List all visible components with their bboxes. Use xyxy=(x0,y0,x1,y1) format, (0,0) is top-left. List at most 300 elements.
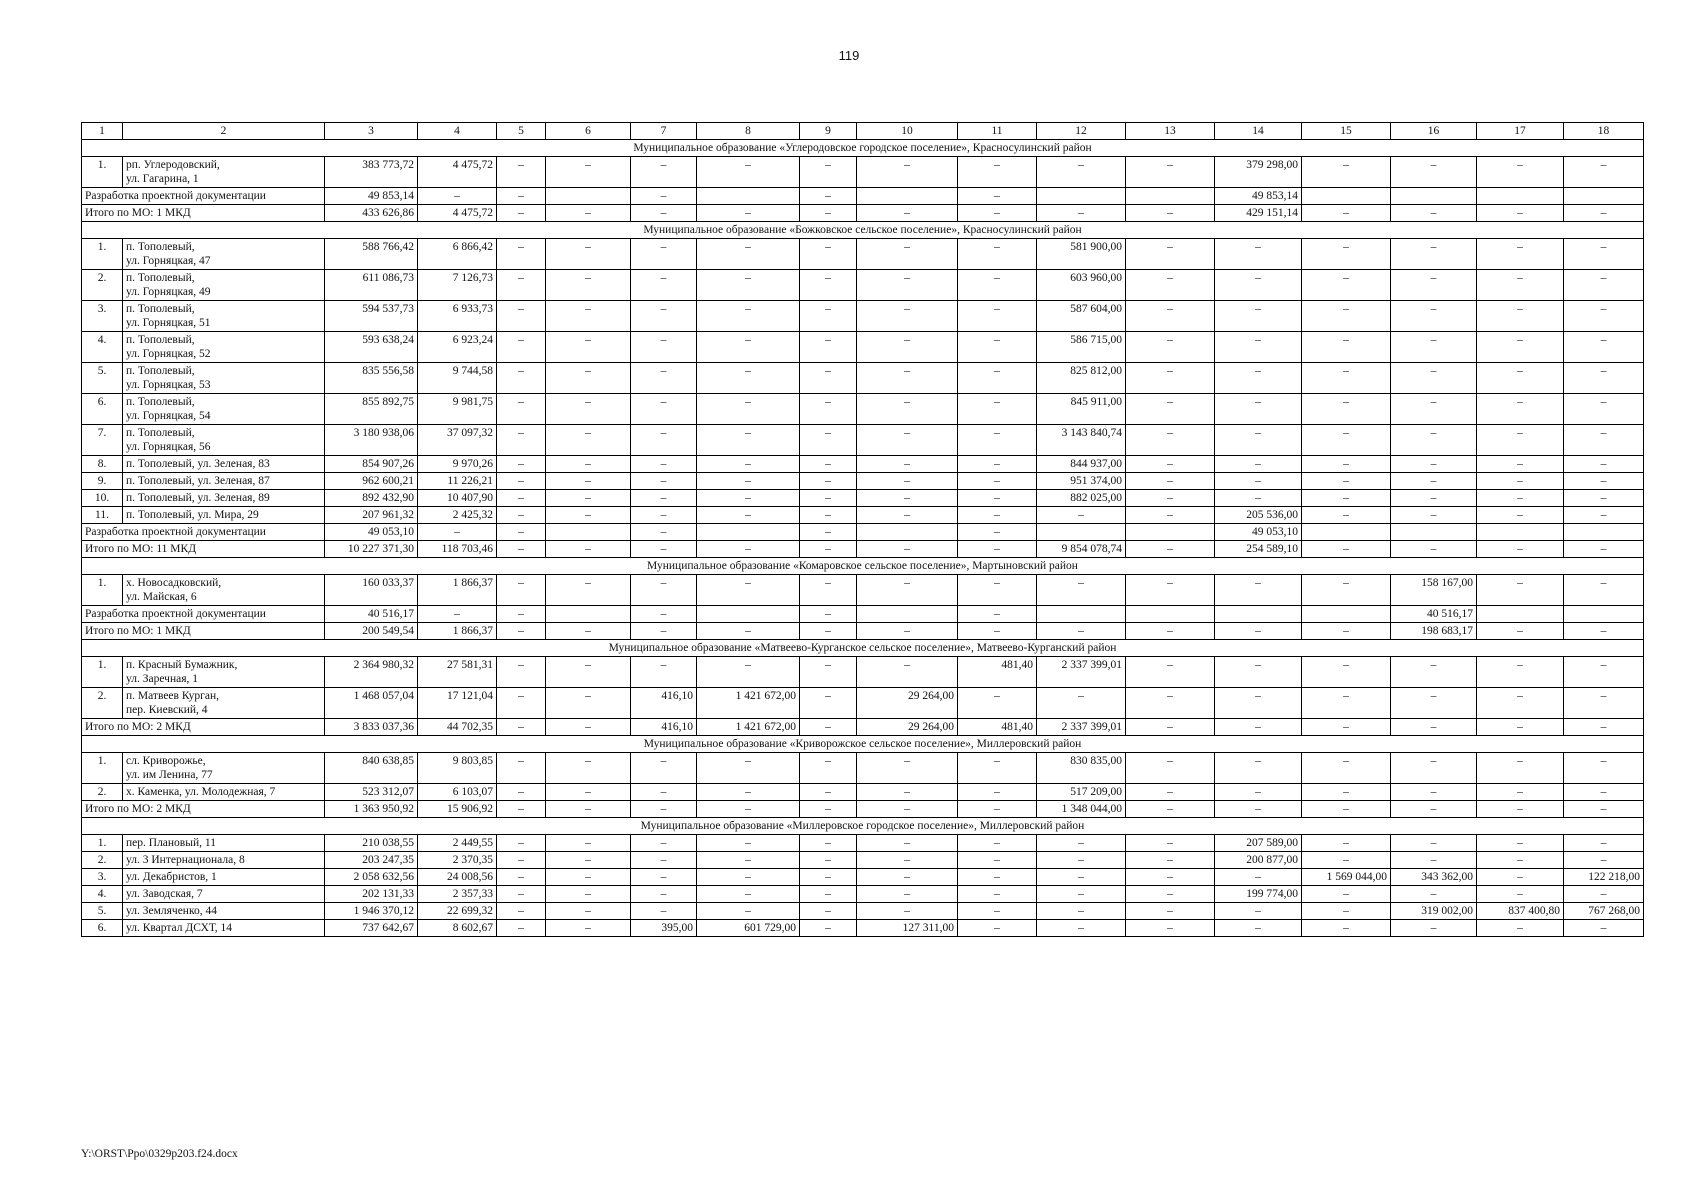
column-header: 11 xyxy=(958,123,1037,140)
total-row xyxy=(82,719,1644,736)
total-label: Итого по МО: 2 МКД xyxy=(82,719,325,736)
amount-cell: – xyxy=(800,852,857,869)
address-cell: ул. Земляченко, 44 xyxy=(123,903,325,920)
amount-cell: – xyxy=(857,784,958,801)
amount-cell: 1 348 044,00 xyxy=(1037,801,1126,818)
amount-cell: – xyxy=(697,270,800,301)
amount-cell: – xyxy=(697,205,800,222)
amount-cell: – xyxy=(1126,157,1215,188)
amount-cell: – xyxy=(1126,784,1215,801)
amount-cell: 17 121,04 xyxy=(418,688,497,719)
amount-cell: – xyxy=(546,784,631,801)
amount-cell: 10 407,90 xyxy=(418,490,497,507)
amount-cell: – xyxy=(1215,456,1302,473)
amount-cell: – xyxy=(497,869,546,886)
amount-cell: – xyxy=(631,490,697,507)
amount-cell: – xyxy=(1564,239,1644,270)
amount-cell xyxy=(1391,188,1477,205)
amount-cell: – xyxy=(1564,270,1644,301)
row-number: 1. xyxy=(82,753,123,784)
amount-cell: – xyxy=(1302,688,1391,719)
amount-cell: – xyxy=(1564,886,1644,903)
amount-cell: – xyxy=(800,524,857,541)
section-title: Муниципальное образование «Матвеево-Курганское сельское поселение», Матвеево-Курганский район xyxy=(82,640,1644,657)
amount-cell: – xyxy=(1302,456,1391,473)
amount-cell: 9 854 078,74 xyxy=(1037,541,1126,558)
amount-cell: 160 033,37 xyxy=(325,575,418,606)
amount-cell: – xyxy=(1302,363,1391,394)
amount-cell: 27 581,31 xyxy=(418,657,497,688)
amount-cell: 481,40 xyxy=(958,657,1037,688)
design-docs-label: Разработка проектной документации xyxy=(82,524,325,541)
amount-cell: – xyxy=(800,688,857,719)
amount-cell: – xyxy=(631,363,697,394)
amount-cell: 200 549,54 xyxy=(325,623,418,640)
column-header: 9 xyxy=(800,123,857,140)
amount-cell: 962 600,21 xyxy=(325,473,418,490)
amount-cell: 601 729,00 xyxy=(697,920,800,937)
amount-cell: – xyxy=(497,719,546,736)
amount-cell: – xyxy=(800,239,857,270)
amount-cell: – xyxy=(1564,332,1644,363)
amount-cell: – xyxy=(958,886,1037,903)
amount-cell: – xyxy=(497,835,546,852)
row-number: 2. xyxy=(82,784,123,801)
amount-cell: – xyxy=(958,688,1037,719)
amount-cell xyxy=(1126,606,1215,623)
amount-cell: – xyxy=(1037,835,1126,852)
amount-cell: 3 143 840,74 xyxy=(1037,425,1126,456)
amount-cell: – xyxy=(1037,623,1126,640)
amount-cell: 200 877,00 xyxy=(1215,852,1302,869)
amount-cell: – xyxy=(1477,920,1564,937)
total-label: Итого по МО: 11 МКД xyxy=(82,541,325,558)
amount-cell: – xyxy=(697,456,800,473)
amount-cell: 855 892,75 xyxy=(325,394,418,425)
amount-cell: – xyxy=(631,473,697,490)
amount-cell: – xyxy=(857,575,958,606)
row-number: 2. xyxy=(82,852,123,869)
table-row xyxy=(82,784,1644,801)
amount-cell: – xyxy=(800,541,857,558)
amount-cell: – xyxy=(631,524,697,541)
amount-cell: – xyxy=(1391,205,1477,222)
amount-cell: – xyxy=(958,852,1037,869)
amount-cell: – xyxy=(1477,623,1564,640)
amount-cell: 122 218,00 xyxy=(1564,869,1644,886)
amount-cell: – xyxy=(546,394,631,425)
amount-cell: – xyxy=(1391,541,1477,558)
amount-cell: – xyxy=(857,835,958,852)
amount-cell: – xyxy=(1037,886,1126,903)
section-title: Муниципальное образование «Божковское сельское поселение», Красносулинский район xyxy=(82,222,1644,239)
amount-cell: – xyxy=(697,363,800,394)
row-number: 5. xyxy=(82,363,123,394)
table-row xyxy=(82,886,1644,903)
address-cell: п. Тополевый, ул. Зеленая, 87 xyxy=(123,473,325,490)
amount-cell: – xyxy=(1126,753,1215,784)
amount-cell: – xyxy=(1477,753,1564,784)
amount-cell: – xyxy=(1302,205,1391,222)
amount-cell: 588 766,42 xyxy=(325,239,418,270)
amount-cell: 2 337 399,01 xyxy=(1037,719,1126,736)
amount-cell xyxy=(1477,188,1564,205)
row-number: 2. xyxy=(82,688,123,719)
amount-cell: – xyxy=(1037,869,1126,886)
row-number: 3. xyxy=(82,869,123,886)
amount-cell: 198 683,17 xyxy=(1391,623,1477,640)
amount-cell: 481,40 xyxy=(958,719,1037,736)
amount-cell: 49 053,10 xyxy=(1215,524,1302,541)
row-number: 7. xyxy=(82,425,123,456)
row-number: 1. xyxy=(82,239,123,270)
amount-cell: 1 363 950,92 xyxy=(325,801,418,818)
amount-cell: – xyxy=(1564,835,1644,852)
amount-cell: 199 774,00 xyxy=(1215,886,1302,903)
amount-cell: – xyxy=(958,606,1037,623)
amount-cell: – xyxy=(631,575,697,606)
amount-cell: – xyxy=(697,886,800,903)
amount-cell: – xyxy=(958,903,1037,920)
amount-cell: – xyxy=(1391,157,1477,188)
amount-cell xyxy=(1037,188,1126,205)
amount-cell: – xyxy=(1564,490,1644,507)
amount-cell xyxy=(697,188,800,205)
amount-cell: – xyxy=(697,239,800,270)
amount-cell: – xyxy=(1391,473,1477,490)
amount-cell: – xyxy=(1477,869,1564,886)
amount-cell: – xyxy=(800,473,857,490)
table-row xyxy=(82,363,1644,394)
amount-cell: – xyxy=(958,270,1037,301)
amount-cell: – xyxy=(631,606,697,623)
amount-cell: 1 468 057,04 xyxy=(325,688,418,719)
amount-cell: – xyxy=(697,784,800,801)
amount-cell: – xyxy=(1302,852,1391,869)
column-header: 7 xyxy=(631,123,697,140)
address-cell: п. Тополевый, ул. Горняцкая, 47 xyxy=(123,239,325,270)
amount-cell: 1 569 044,00 xyxy=(1302,869,1391,886)
amount-cell: – xyxy=(1215,425,1302,456)
column-header: 16 xyxy=(1391,123,1477,140)
amount-cell: 1 421 672,00 xyxy=(697,719,800,736)
table-row xyxy=(82,157,1644,188)
section-row xyxy=(82,640,1644,657)
amount-cell: 8 602,67 xyxy=(418,920,497,937)
amount-cell: 845 911,00 xyxy=(1037,394,1126,425)
amount-cell: 593 638,24 xyxy=(325,332,418,363)
section-row xyxy=(82,558,1644,575)
amount-cell: – xyxy=(1302,784,1391,801)
amount-cell: – xyxy=(1215,719,1302,736)
table-row xyxy=(82,456,1644,473)
amount-cell: – xyxy=(631,157,697,188)
amount-cell: 1 421 672,00 xyxy=(697,688,800,719)
amount-cell: – xyxy=(497,920,546,937)
amount-cell: – xyxy=(497,332,546,363)
amount-cell: – xyxy=(1215,657,1302,688)
amount-cell: – xyxy=(546,301,631,332)
design-docs-row xyxy=(82,606,1644,623)
amount-cell: – xyxy=(1477,575,1564,606)
amount-cell: – xyxy=(857,657,958,688)
address-cell: сл. Криворожье, ул. им Ленина, 77 xyxy=(123,753,325,784)
amount-cell: – xyxy=(800,869,857,886)
amount-cell: – xyxy=(1564,507,1644,524)
amount-cell: – xyxy=(1564,456,1644,473)
amount-cell: – xyxy=(497,456,546,473)
amount-cell xyxy=(857,606,958,623)
amount-cell: – xyxy=(1391,784,1477,801)
address-cell: ул. 3 Интернационала, 8 xyxy=(123,852,325,869)
row-number: 6. xyxy=(82,920,123,937)
amount-cell: – xyxy=(631,869,697,886)
amount-cell: 9 744,58 xyxy=(418,363,497,394)
amount-cell: – xyxy=(1302,270,1391,301)
amount-cell: – xyxy=(631,657,697,688)
amount-cell: – xyxy=(1391,425,1477,456)
amount-cell: – xyxy=(800,575,857,606)
address-cell: ул. Квартал ДСХТ, 14 xyxy=(123,920,325,937)
amount-cell: 205 536,00 xyxy=(1215,507,1302,524)
table-row xyxy=(82,688,1644,719)
amount-cell: – xyxy=(800,801,857,818)
section-title: Муниципальное образование «Миллеровское городское поселение», Миллеровский район xyxy=(82,818,1644,835)
amount-cell: – xyxy=(1564,852,1644,869)
amount-cell: – xyxy=(1477,886,1564,903)
amount-cell: – xyxy=(857,473,958,490)
amount-cell: – xyxy=(857,270,958,301)
amount-cell: – xyxy=(1564,205,1644,222)
amount-cell: 523 312,07 xyxy=(325,784,418,801)
column-header: 10 xyxy=(857,123,958,140)
amount-cell: 767 268,00 xyxy=(1564,903,1644,920)
section-row xyxy=(82,736,1644,753)
address-cell: п. Тополевый, ул. Зеленая, 89 xyxy=(123,490,325,507)
address-cell: п. Красный Бумажник, ул. Заречная, 1 xyxy=(123,657,325,688)
amount-cell: – xyxy=(1215,784,1302,801)
column-header: 18 xyxy=(1564,123,1644,140)
amount-cell: – xyxy=(1215,623,1302,640)
amount-cell: – xyxy=(697,575,800,606)
amount-cell: – xyxy=(1477,473,1564,490)
amount-cell: 1 946 370,12 xyxy=(325,903,418,920)
amount-cell: – xyxy=(1302,623,1391,640)
amount-cell: – xyxy=(958,784,1037,801)
amount-cell: – xyxy=(800,657,857,688)
amount-cell: 3 833 037,36 xyxy=(325,719,418,736)
amount-cell: – xyxy=(1037,920,1126,937)
amount-cell: – xyxy=(697,507,800,524)
table-row xyxy=(82,473,1644,490)
address-cell: х. Новосадковский, ул. Майская, 6 xyxy=(123,575,325,606)
amount-cell: – xyxy=(1477,784,1564,801)
amount-cell: – xyxy=(1126,507,1215,524)
amount-cell: – xyxy=(857,425,958,456)
amount-cell: – xyxy=(1302,157,1391,188)
amount-cell: – xyxy=(631,332,697,363)
amount-cell xyxy=(1037,524,1126,541)
amount-cell: – xyxy=(800,920,857,937)
amount-cell: – xyxy=(1477,332,1564,363)
amount-cell: – xyxy=(958,425,1037,456)
amount-cell: – xyxy=(1215,270,1302,301)
address-cell: п. Тополевый, ул. Зеленая, 83 xyxy=(123,456,325,473)
amount-cell: – xyxy=(1215,301,1302,332)
amount-cell: – xyxy=(1037,205,1126,222)
amount-cell: – xyxy=(1477,688,1564,719)
column-header: 4 xyxy=(418,123,497,140)
table-row xyxy=(82,332,1644,363)
table-row xyxy=(82,507,1644,524)
amount-cell: 40 516,17 xyxy=(325,606,418,623)
address-cell: п. Матвеев Курган, пер. Киевский, 4 xyxy=(123,688,325,719)
amount-cell: – xyxy=(1037,507,1126,524)
amount-cell: – xyxy=(1037,688,1126,719)
amount-cell: – xyxy=(1126,425,1215,456)
amount-cell: 844 937,00 xyxy=(1037,456,1126,473)
amount-cell: – xyxy=(1564,541,1644,558)
page-number: 119 xyxy=(838,48,860,63)
amount-cell: 433 626,86 xyxy=(325,205,418,222)
amount-cell: – xyxy=(958,524,1037,541)
amount-cell: – xyxy=(1302,332,1391,363)
amount-cell: – xyxy=(497,657,546,688)
amount-cell: – xyxy=(857,239,958,270)
amount-cell xyxy=(546,188,631,205)
amount-cell: 587 604,00 xyxy=(1037,301,1126,332)
amount-cell: 4 475,72 xyxy=(418,157,497,188)
amount-cell: – xyxy=(1126,719,1215,736)
amount-cell: 118 703,46 xyxy=(418,541,497,558)
amount-cell: – xyxy=(800,886,857,903)
address-cell: ул. Заводская, 7 xyxy=(123,886,325,903)
table-row xyxy=(82,869,1644,886)
amount-cell: – xyxy=(1477,490,1564,507)
data-table xyxy=(81,122,1644,937)
amount-cell xyxy=(697,606,800,623)
amount-cell: – xyxy=(418,524,497,541)
amount-cell: – xyxy=(546,507,631,524)
amount-cell: – xyxy=(1391,239,1477,270)
amount-cell: – xyxy=(497,239,546,270)
amount-cell: – xyxy=(1215,688,1302,719)
amount-cell: – xyxy=(631,623,697,640)
amount-cell: – xyxy=(1215,801,1302,818)
amount-cell: 416,10 xyxy=(631,719,697,736)
amount-cell xyxy=(857,188,958,205)
amount-cell: – xyxy=(631,886,697,903)
amount-cell: – xyxy=(1391,920,1477,937)
amount-cell: – xyxy=(497,541,546,558)
amount-cell: – xyxy=(958,205,1037,222)
total-row xyxy=(82,205,1644,222)
amount-cell: – xyxy=(1391,507,1477,524)
amount-cell: – xyxy=(697,623,800,640)
amount-cell: – xyxy=(697,332,800,363)
amount-cell: – xyxy=(697,490,800,507)
amount-cell: – xyxy=(1215,903,1302,920)
amount-cell: – xyxy=(631,188,697,205)
amount-cell: – xyxy=(800,507,857,524)
table-row xyxy=(82,852,1644,869)
amount-cell: 2 337 399,01 xyxy=(1037,657,1126,688)
amount-cell: – xyxy=(631,507,697,524)
amount-cell: – xyxy=(1391,456,1477,473)
amount-cell: – xyxy=(1477,394,1564,425)
amount-cell: 830 835,00 xyxy=(1037,753,1126,784)
amount-cell: – xyxy=(1391,886,1477,903)
amount-cell xyxy=(1477,606,1564,623)
amount-cell: 429 151,14 xyxy=(1215,205,1302,222)
amount-cell: – xyxy=(1564,623,1644,640)
amount-cell: – xyxy=(857,886,958,903)
table-row xyxy=(82,657,1644,688)
table-row xyxy=(82,394,1644,425)
amount-cell: – xyxy=(958,490,1037,507)
amount-cell: – xyxy=(1302,541,1391,558)
row-number: 4. xyxy=(82,886,123,903)
amount-cell: – xyxy=(631,801,697,818)
amount-cell: – xyxy=(1564,688,1644,719)
amount-cell: – xyxy=(857,363,958,394)
amount-cell: – xyxy=(857,456,958,473)
amount-cell: – xyxy=(1564,425,1644,456)
table-header-row xyxy=(82,123,1644,140)
amount-cell: – xyxy=(1391,753,1477,784)
amount-cell: – xyxy=(631,205,697,222)
amount-cell: – xyxy=(497,852,546,869)
column-header: 2 xyxy=(123,123,325,140)
total-row xyxy=(82,541,1644,558)
row-number: 1. xyxy=(82,657,123,688)
amount-cell xyxy=(697,524,800,541)
amount-cell: – xyxy=(958,394,1037,425)
amount-cell: – xyxy=(1302,657,1391,688)
amount-cell: – xyxy=(1391,719,1477,736)
amount-cell: – xyxy=(857,541,958,558)
column-header: 5 xyxy=(497,123,546,140)
amount-cell: – xyxy=(497,205,546,222)
amount-cell: – xyxy=(958,541,1037,558)
amount-cell: – xyxy=(1302,719,1391,736)
address-cell: п. Тополевый, ул. Мира, 29 xyxy=(123,507,325,524)
amount-cell: – xyxy=(958,801,1037,818)
design-docs-label: Разработка проектной документации xyxy=(82,606,325,623)
amount-cell: – xyxy=(1302,490,1391,507)
amount-cell: 837 400,80 xyxy=(1477,903,1564,920)
amount-cell: – xyxy=(1126,852,1215,869)
amount-cell: – xyxy=(546,657,631,688)
amount-cell: – xyxy=(546,920,631,937)
amount-cell: – xyxy=(1391,657,1477,688)
table-row xyxy=(82,575,1644,606)
amount-cell: – xyxy=(497,623,546,640)
amount-cell: – xyxy=(800,835,857,852)
amount-cell: – xyxy=(1564,301,1644,332)
section-row xyxy=(82,818,1644,835)
amount-cell: – xyxy=(697,869,800,886)
amount-cell: 9 981,75 xyxy=(418,394,497,425)
amount-cell: – xyxy=(631,784,697,801)
amount-cell: – xyxy=(697,157,800,188)
address-cell: рп. Углеродовский, ул. Гагарина, 1 xyxy=(123,157,325,188)
amount-cell: 24 008,56 xyxy=(418,869,497,886)
amount-cell: – xyxy=(1391,688,1477,719)
amount-cell: – xyxy=(1302,835,1391,852)
total-label: Итого по МО: 1 МКД xyxy=(82,623,325,640)
amount-cell: – xyxy=(958,456,1037,473)
